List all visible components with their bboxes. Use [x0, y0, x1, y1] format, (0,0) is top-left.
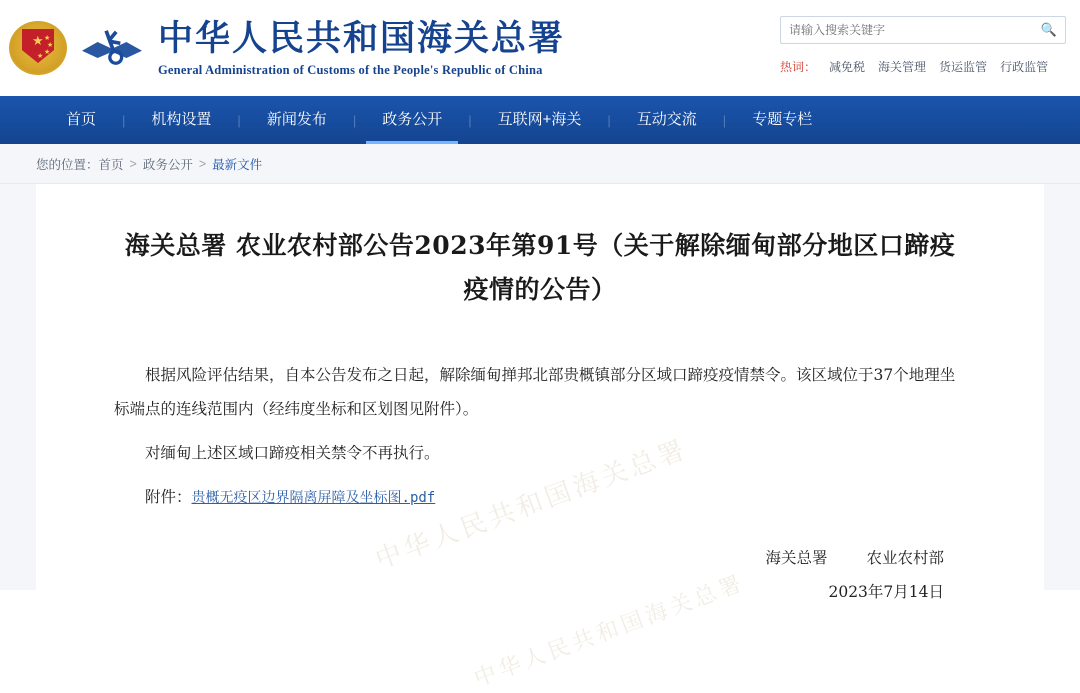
attachment-link[interactable]: 贵概无疫区边界隔离屏障及坐标图.pdf	[191, 490, 436, 506]
national-emblem-icon: ★ ★ ★ ★ ★	[6, 17, 72, 79]
hot-words-row	[780, 58, 1080, 75]
search-box[interactable]	[780, 16, 1066, 44]
site-header	[0, 0, 1080, 96]
document-paragraph: 根据风险评估结果，自本公告发布之日起，解除缅甸掸邦北部贵概镇部分区域口蹄疫疫情禁令。该区域位于37个地理坐标端点的连线范围内（经纬度坐标和区划图见附件）。	[114, 366, 956, 418]
nav-item-government-affairs[interactable]: 政务公开	[356, 96, 468, 144]
document-signature	[114, 541, 966, 609]
search-icon[interactable]: 🔍	[1040, 22, 1057, 37]
breadcrumb-item-home[interactable]: 首页	[98, 157, 124, 172]
breadcrumb	[0, 144, 1080, 184]
document-body	[114, 358, 966, 515]
hot-word-3[interactable]: 货运监管	[939, 60, 988, 74]
nav-item-interaction[interactable]: 互动交流	[636, 111, 697, 128]
breadcrumb-item-government-affairs[interactable]: 政务公开	[142, 157, 193, 172]
hot-word-1[interactable]: 减免税	[829, 60, 866, 74]
page-body	[0, 184, 1080, 693]
watermark: 中华人民共和国海关总署	[471, 570, 749, 693]
signature-org-2: 农业农村部	[866, 549, 944, 567]
hot-word-2[interactable]: 海关管理	[878, 60, 927, 74]
nav-separator: |	[722, 112, 727, 128]
nav-item-special-topics[interactable]: 专题专栏	[752, 111, 813, 128]
breadcrumb-item-current: 最新文件	[212, 157, 263, 172]
hot-word-4[interactable]: 行政监管	[1000, 60, 1049, 74]
main-navigation	[0, 96, 1080, 144]
nav-item-news[interactable]: 新闻发布	[266, 111, 327, 128]
site-title-block	[158, 18, 565, 78]
site-title-cn: 中华人民共和国海关总署	[158, 18, 566, 59]
nav-separator: |	[237, 112, 241, 128]
nav-item-organization[interactable]: 机构设置	[151, 111, 212, 128]
search-input[interactable]	[789, 23, 1041, 37]
breadcrumb-separator: >	[198, 156, 207, 171]
breadcrumb-prefix: 您的位置：	[36, 157, 99, 172]
signature-date: 2023年7月14日	[828, 583, 944, 601]
attachment-label: 附件：	[145, 488, 192, 506]
breadcrumb-separator: >	[129, 156, 137, 171]
customs-badge-icon: ⚷	[80, 16, 144, 80]
nav-separator: |	[352, 112, 357, 128]
nav-item-home[interactable]: 首页	[66, 111, 97, 128]
nav-separator: |	[468, 112, 472, 128]
nav-separator: |	[122, 112, 126, 128]
nav-separator: |	[607, 112, 611, 128]
site-title-en: General Administration of Customs of the People's Republic of China	[158, 63, 543, 77]
watermark: 中华人民共和国海关总署	[371, 434, 693, 576]
attachment-row	[114, 480, 966, 515]
hot-words-label: 热词：	[780, 60, 817, 74]
document-paragraph: 对缅甸上述区域口蹄疫相关禁令不再执行。	[145, 444, 440, 462]
document-paper	[36, 184, 1044, 693]
nav-item-internet-customs[interactable]: 互联网+海关	[497, 111, 582, 128]
signature-org-1: 海关总署	[765, 549, 828, 567]
search-area	[780, 16, 1080, 75]
page-title: 海关总署 农业农村部公告2023年第91号（关于解除缅甸部分地区口蹄疫疫情的公告）	[124, 231, 956, 304]
